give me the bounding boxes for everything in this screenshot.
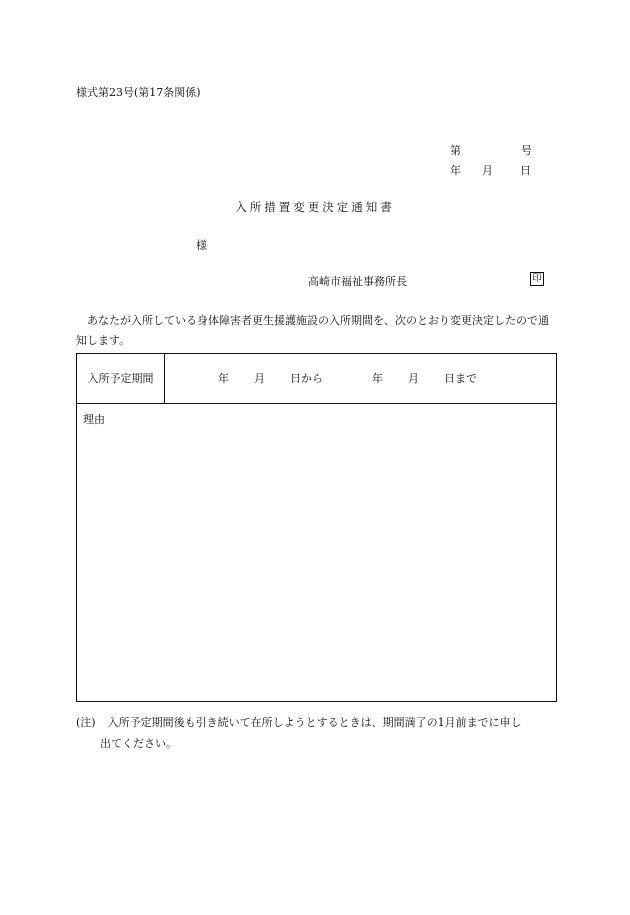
- note-marker: (注): [76, 716, 96, 729]
- date-year: 年: [450, 164, 461, 177]
- from-month: 月: [254, 372, 265, 385]
- from-day: 日から: [290, 372, 323, 385]
- from-year: 年: [218, 372, 229, 385]
- date-month: 月: [482, 164, 493, 177]
- to-day: 日まで: [444, 372, 477, 385]
- number-dai: 第: [450, 144, 461, 157]
- to-year: 年: [372, 372, 383, 385]
- date-day: 日: [520, 164, 531, 177]
- period-label: 入所予定期間: [77, 354, 165, 403]
- seal-mark: 印: [530, 272, 544, 286]
- document-title: 入所措置変更決定通知書: [235, 200, 395, 214]
- body-paragraph: あなたが入所している身体障害者更生援護施設の入所期間を、次のとおり変更決定したので通知します。: [76, 314, 549, 347]
- note-line2: 出てください。: [100, 737, 177, 750]
- reason-label: 理由: [83, 413, 105, 426]
- note-line1: 入所予定期間後も引き続いて在所しようとするときは、期間満了の1月前までに申し: [107, 716, 522, 729]
- details-table: [76, 353, 557, 702]
- form-number: 様式第23号(第17条関係): [76, 86, 201, 99]
- sender-name: 高崎市福祉事務所長: [308, 275, 407, 288]
- addressee: 様: [196, 239, 207, 252]
- number-go: 号: [521, 144, 532, 157]
- to-month: 月: [408, 372, 419, 385]
- footnote: [76, 712, 560, 754]
- period-row: [77, 354, 556, 404]
- document-number-block: [450, 141, 540, 181]
